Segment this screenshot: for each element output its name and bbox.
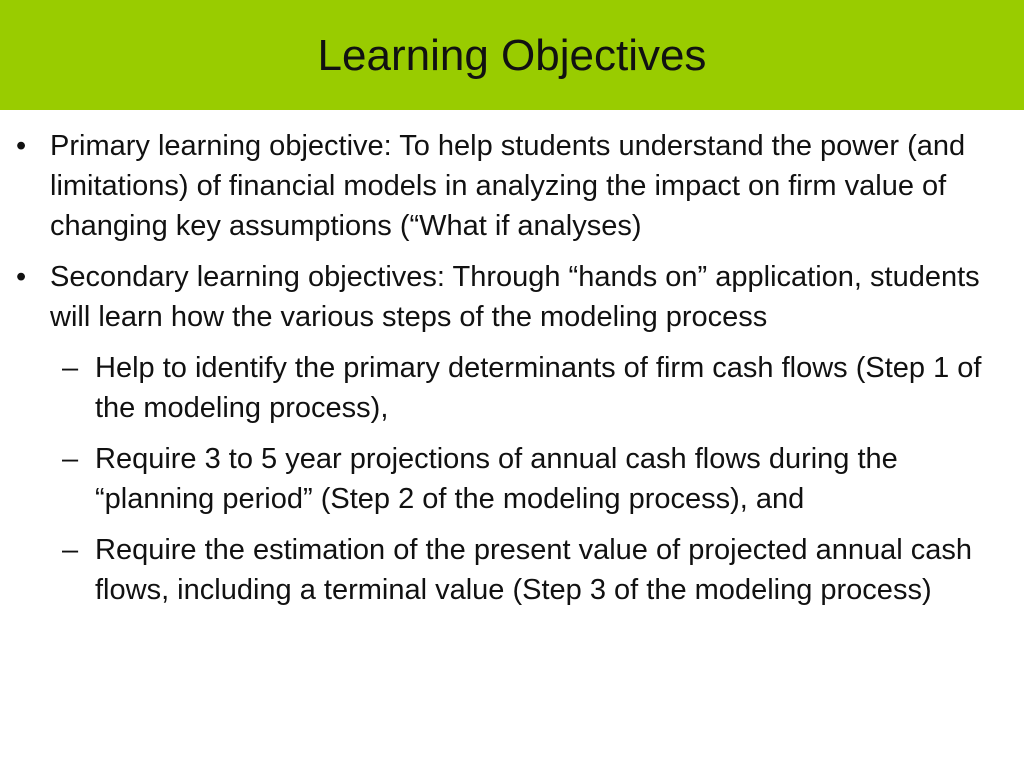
bullet-dot-icon: •: [16, 130, 27, 162]
sub-bullet-step-1: [0, 348, 1000, 428]
sub-bullet-text: Require 3 to 5 year projections of annual cash flows during the “planning period” (Step 2 of the modeling process), and: [95, 443, 898, 515]
sub-bullet-step-2: [0, 439, 1000, 519]
bullet-text: Primary learning objective: To help students understand the power (and limitations) of financial models in analyzing the impact on firm value of changing key assumptions (“What if analyses): [50, 130, 966, 242]
bullet-primary-objective: [0, 126, 1016, 246]
dash-bullet-icon: –: [62, 534, 79, 566]
bullet-dot-icon: •: [16, 261, 27, 293]
sub-bullet-text: Require the estimation of the present value of projected annual cash flows, including a terminal value (Step 3 of the modeling process): [95, 534, 972, 606]
bullet-text: Secondary learning objectives: Through “hands on” application, students will learn how the various steps of the modeling process: [50, 261, 980, 333]
sub-bullet-text: Help to identify the primary determinants of firm cash flows (Step 1 of the modeling process),: [95, 352, 982, 424]
slide-title: Learning Objectives: [317, 31, 707, 80]
slide-content: [0, 126, 1024, 621]
sub-bullet-step-3: [0, 530, 1000, 610]
dash-bullet-icon: –: [62, 352, 79, 384]
title-bar: [0, 0, 1024, 110]
dash-bullet-icon: –: [62, 443, 79, 475]
bullet-secondary-objectives: [0, 257, 1016, 337]
